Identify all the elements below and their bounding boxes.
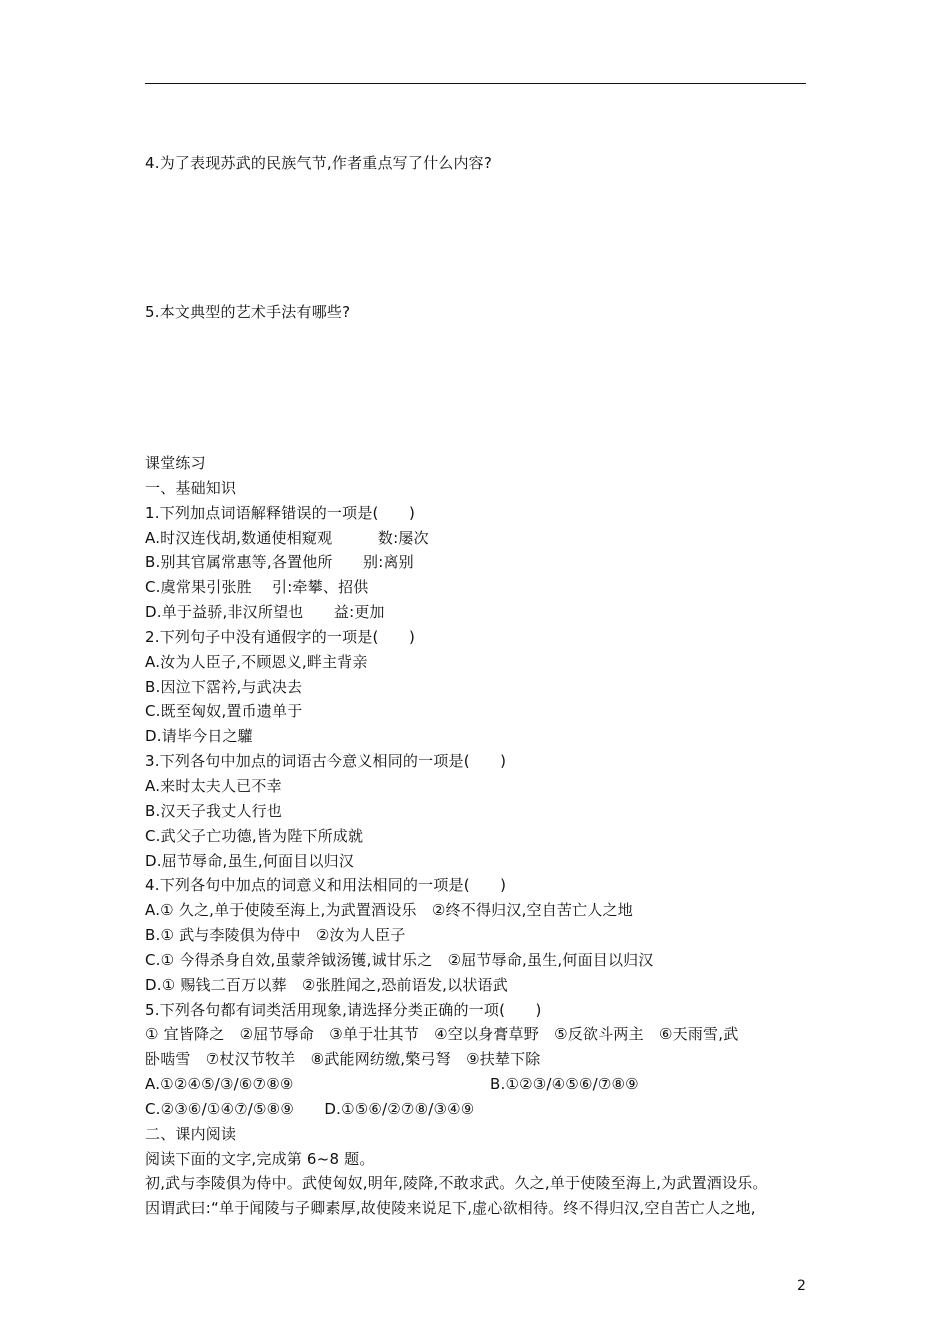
exercise-2-option-a: A.汝为人臣子,不顾恩义,畔主背亲: [145, 652, 368, 671]
exercise-5-option-a: A.①②④⑤/③/⑥⑦⑧⑨: [145, 1075, 294, 1094]
exercise-5-options-cd: C.②③⑥/①④⑦/⑤⑧⑨ D.①⑤⑥/②⑦⑧/③④⑨: [145, 1099, 475, 1118]
question-5: 5.本文典型的艺术手法有哪些?: [145, 303, 351, 321]
class-exercise-section: [145, 451, 810, 1221]
exercise-1-option-c: C.虞常果引张胜 引:牵攀、招供: [145, 578, 369, 597]
exercise-2-stem: 2.下列句子中没有通假字的一项是( ): [145, 627, 416, 646]
exercise-2-option-c: C.既至匈奴,置币遗单于: [145, 702, 303, 721]
exercise-4-option-c: C.① 今得杀身自效,虽蒙斧钺汤镬,诚甘乐之 ②屈节辱命,虽生,何面目以归汉: [145, 950, 654, 969]
exercise-1-option-b: B.别其官属常惠等,各置他所 别:离别: [145, 553, 414, 572]
exercise-5-items-line-2: 卧啮雪 ⑦杖汉节牧羊 ⑧武能网纺缴,檠弓弩 ⑨扶辇下除: [145, 1050, 541, 1069]
part1-title: 一、基础知识: [145, 478, 237, 497]
exercise-5-items-line-1: ① 宜皆降之 ②屈节辱命 ③单于壮其节 ④空以身膏草野 ⑤反欲斗两主 ⑥天雨雪,武: [145, 1025, 739, 1044]
exercise-2-option-b: B.因泣下霑衿,与武决去: [145, 677, 303, 696]
exercise-5-option-b: B.①②③/④⑤⑥/⑦⑧⑨: [490, 1075, 639, 1094]
exercise-3-option-a: A.来时太夫人已不幸: [145, 776, 282, 795]
section-title: 课堂练习: [145, 454, 206, 472]
exercise-1-stem: 1.下列加点词语解释错误的一项是( ): [145, 503, 416, 522]
reading-intro: 阅读下面的文字,完成第 6~8 题。: [145, 1149, 375, 1168]
exercise-1-option-d: D.单于益骄,非汉所望也 益:更加: [145, 603, 385, 622]
exercise-3-option-d: D.屈节辱命,虽生,何面目以归汉: [145, 851, 355, 870]
question-4: 4.为了表现苏武的民族气节,作者重点写了什么内容?: [145, 154, 493, 172]
exercise-3-option-b: B.汉天子我丈人行也: [145, 801, 283, 820]
page-number: 2: [797, 1278, 806, 1294]
exercise-3-option-c: C.武父子亡功德,皆为陛下所成就: [145, 826, 364, 845]
exercise-4-stem: 4.下列各句中加点的词意义和用法相同的一项是( ): [145, 876, 507, 895]
exercise-1-option-a: A.时汉连伐胡,数通使相窥观 数:屡次: [145, 528, 429, 547]
exercise-4-option-b: B.① 武与李陵俱为侍中 ②汝为人臣子: [145, 926, 406, 945]
passage-line-1: 初,武与李陵俱为侍中。武使匈奴,明年,陵降,不敢求武。久之,单于使陵至海上,为武置酒设乐。: [145, 1174, 768, 1193]
exercise-4-option-a: A.① 久之,单于使陵至海上,为武置酒设乐 ②终不得归汉,空自苦亡人之地: [145, 901, 633, 920]
passage-line-2: 因谓武曰:“单于闻陵与子卿素厚,故使陵来说足下,虚心欲相待。终不得归汉,空自苦亡人之地,: [145, 1199, 756, 1218]
part2-title: 二、课内阅读: [145, 1124, 237, 1143]
exercise-4-option-d: D.① 赐钱二百万以葬 ②张胜闻之,恐前语发,以状语武: [145, 975, 508, 994]
exercise-3-stem: 3.下列各句中加点的词语古今意义相同的一项是( ): [145, 752, 507, 771]
exercise-5-stem: 5.下列各句都有词类活用现象,请选择分类正确的一项( ): [145, 1000, 542, 1019]
header-rule: [145, 83, 806, 84]
exercise-5-options-ab: [145, 1072, 810, 1097]
exercise-2-option-d: D.请毕今日之驩: [145, 727, 253, 746]
